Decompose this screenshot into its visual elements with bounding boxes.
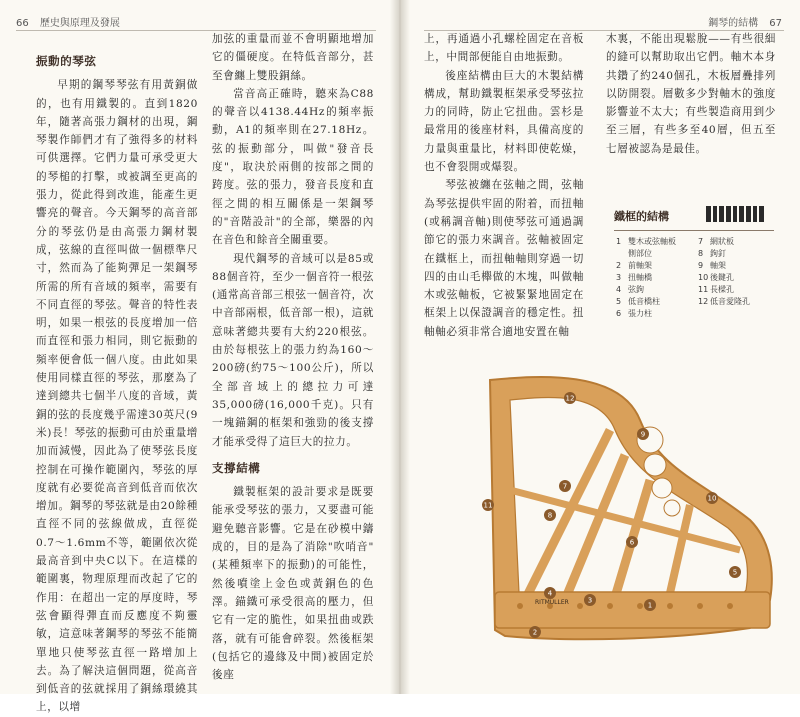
- legend-item: [616, 260, 694, 272]
- text-column-2: [212, 30, 374, 684]
- legend-item-number: 12: [698, 297, 709, 306]
- callout-number: 2: [532, 628, 538, 637]
- legend-item: [616, 272, 694, 284]
- legend-item-number: 3: [616, 273, 622, 282]
- legend-rule: [614, 230, 774, 231]
- text-column-3: [424, 30, 584, 341]
- callout-number: 9: [640, 430, 646, 439]
- legend-item: [616, 308, 694, 320]
- legend-item: [616, 296, 694, 308]
- legend-item-label: 弦鉤: [628, 285, 644, 294]
- legend-item-label: 網狀板: [710, 237, 734, 246]
- right-running-title: 鋼琴的結構: [708, 18, 759, 29]
- right-page-number: 67: [769, 18, 782, 29]
- paragraph: 木裏，不能出現鬆脫——有些很細的縫可以幫助取出它們。軸木本身共鑽了約240個孔，木板層疊排列以防開裂。層數多少對軸木的強度影響並不太大；有些製造商用到少至三層，有些多至40層，但五至七層被認為是最佳。: [606, 33, 776, 155]
- legend-item-label: 軸架: [710, 261, 726, 270]
- legend-item-number: 11: [698, 285, 709, 294]
- legend-item: [698, 248, 776, 260]
- callout-number: 11: [483, 501, 493, 510]
- legend-item-number: 2: [616, 261, 622, 270]
- legend-item-label: 後鍵孔: [710, 273, 734, 282]
- tuning-pin-hole: [697, 603, 703, 609]
- callout-number: 6: [629, 538, 635, 547]
- callout-number: 7: [562, 482, 568, 491]
- paragraph: 當音高正確時，聽來為C88的聲音以4138.44Hz的頻率振動，A1的頻率則在27.18Hz。弦的振動部分，叫做"發音長度"，取決於兩側的按部之間的跨度。弦的張力，發音長度和直徑之間的相互關係是一架鋼琴的"音階設計"的全部，樂器的內在音色和餘音全關重要。: [212, 87, 374, 247]
- frame-circular-hole: [652, 478, 672, 498]
- legend-item-number: 8: [698, 249, 704, 258]
- tuning-pin-hole: [727, 603, 733, 609]
- legend-item-number: 7: [698, 237, 704, 246]
- tuning-pin-hole: [637, 603, 643, 609]
- tuning-pin-hole: [577, 603, 583, 609]
- legend-item-number: 10: [698, 273, 709, 282]
- legend-item-number: 4: [616, 285, 622, 294]
- legend-item-label: 低音愛隆孔: [710, 297, 750, 306]
- section-heading-strings: 振動的琴弦: [36, 54, 97, 68]
- frame-circular-hole: [644, 454, 666, 476]
- callout-number: 5: [732, 568, 738, 577]
- legend-item-number: 9: [698, 261, 704, 270]
- frame-bottom-plate: [495, 589, 770, 628]
- paragraph: 加弦的重量而並不會明顯地增加它的僵硬度。在特低音部分，甚至會纏上雙股銅絲。: [212, 33, 374, 82]
- paragraph: 鐵製框架的設計要求是既要能承受琴弦的張力，又要盡可能避免聽音影響。它是在砂模中鑄成的，目的是為了消除"吹哨音"(某種頻率下的振動)的可能性，然後噴塗上金色或黃銅色的色澤。錨鐵可承受很高的壓力，但它有一定的脆性，如果扭曲或跌落，就有可能會碎裂。然後框架(包括它的邊緣及中間)被固定於後座: [212, 486, 374, 682]
- legend-item-label: 雙木或弦軸板: [628, 237, 676, 246]
- legend-item: [698, 272, 776, 284]
- piano-frame-illustration: [450, 360, 790, 650]
- tuning-pin-hole: [667, 603, 673, 609]
- callout-number: 3: [587, 596, 593, 605]
- paragraph: 上，再通過小孔螺栓固定在音板上，中間部便能自由地振動。: [424, 33, 584, 64]
- legend-item-label: 扭軸橋: [628, 273, 652, 282]
- legend-list: [616, 236, 776, 320]
- legend-item-label: 長樑孔: [710, 285, 734, 294]
- legend-item-label: 側部位: [628, 249, 652, 258]
- legend-item-number: 6: [616, 309, 622, 318]
- book-gutter: [390, 0, 410, 694]
- left-running-title: 歷史與原理及發展: [39, 18, 120, 29]
- piano-strings-icon: [706, 206, 764, 222]
- callout-number: 8: [547, 511, 553, 520]
- legend-item: [616, 236, 694, 248]
- legend-item-label: 張力柱: [628, 309, 652, 318]
- legend-item: [698, 296, 776, 308]
- section-heading-support: 支撐結構: [212, 460, 261, 475]
- text-column-4: [606, 30, 776, 158]
- paragraph: 琴弦被纏在弦軸之間，弦軸為琴弦提供牢固的附着，而扭軸(或稱調音軸)則使琴弦可通過調節它的張力來調音。弦軸被固定在鐵框上，而扭軸軸則穿過一切四的由山毛櫸做的木塊，叫做軸木或弦軸板，它被緊緊地固定在框架上以保證調音的穩定性。扭軸軸必須非常合適地安置在軸: [424, 179, 584, 338]
- iron-frame-svg: [450, 360, 790, 650]
- callout-number: 1: [647, 601, 653, 610]
- legend-item-label: 低音橋柱: [628, 297, 660, 306]
- legend-item: [616, 284, 694, 296]
- legend-item: [698, 260, 776, 272]
- legend-title: 鐵框的結構: [614, 210, 669, 223]
- callout-number: 10: [707, 494, 717, 503]
- legend-item-number: 1: [616, 237, 622, 246]
- legend-item: [698, 284, 776, 296]
- callout-number: 12: [565, 394, 575, 403]
- legend-item-label: 前軸架: [628, 261, 652, 270]
- paragraph: 現代鋼琴的音域可以是85或88個音符，至少一個音符一根弦(通常高音部三根弦一個音符，次中音部兩根，低音部一根)，這就意味著總共要有大約220根弦。由於每根弦上的張力約為160～200磅(約75～100公斤)，所以全部音域上的總拉力可達35,000磅(16,000千克)。只有一塊錨鋼的框架和強勁的後支撐才能承受得了這巨大的拉力。: [212, 252, 374, 448]
- callout-number: 4: [547, 589, 553, 598]
- legend-item: [616, 248, 694, 260]
- frame-maker-name: RITMÜLLER: [535, 599, 569, 606]
- left-page-number: 66: [16, 18, 29, 29]
- paragraph: 後座結構由巨大的木製結構構成，幫助鐵製框架承受琴弦拉力的同時，防止它扭曲。雲杉是最常用的後座材料，具備高度的力量與重量比，材料即使乾燥，也不會裂開或爆裂。: [424, 69, 584, 174]
- frame-circular-hole: [664, 500, 680, 516]
- right-running-header: [708, 14, 782, 29]
- legend-item: [698, 308, 776, 320]
- tuning-pin-hole: [607, 603, 613, 609]
- legend-item-number: 5: [616, 297, 622, 306]
- legend-item: [698, 236, 776, 248]
- paragraph: 早期的鋼琴琴弦有用黃銅做的，也有用鐵製的。直到1820年，隨著高張力鋼材的出現，鋼琴製作師們才有了強得多的材料可供選擇。它們力量可承受更大的琴槌的打擊，或被調至更高的張力，從此得到改進，能產生更響亮的聲音。今天鋼琴的高音部分的琴弦仍是由高張力鋼材製成，弦線的直徑叫做一個標準尺寸，然而為了能夠彈足一架鋼琴所需的所有音域的頻率，需要有不同直徑的琴弦。聲音的特性表明，如果一根弦的長度增加一倍而直徑和張力相同，則它振動的頻率便會低一個八度。由此如果使用同樣直徑的琴弦，那麼為了達到總共七個半八度的音域，黃銅的弦的長度幾乎需達30英尺(9米)長！琴弦的振動可由於重量增加而減慢，因此為了使琴弦長度控制在可操作範圍內，琴弦的厚度就有必要從高音到低音而依次增加。鋼琴的琴弦就是由20餘種直徑不同的弦線做成，直徑從0.7～1.6mm不等，範圍依次從最高音到中央C以下。在這樣的範圍裏，物理原理而改起了它的作用：在超出一定的厚度時，琴弦會顯得彈直而反應度不夠靈敏，這意味著鋼琴的琴弦不能簡單地只使琴弦直徑一路增加上去。為了解決這個問題，從高音到低音的弦就採用了銅絲環繞其上，以增: [36, 79, 198, 714]
- legend-item-label: 鉤釘: [710, 249, 726, 258]
- left-running-header: [16, 14, 120, 29]
- frame-legend-box: [606, 196, 778, 326]
- text-column-1: [36, 52, 198, 717]
- tuning-pin-hole: [517, 603, 523, 609]
